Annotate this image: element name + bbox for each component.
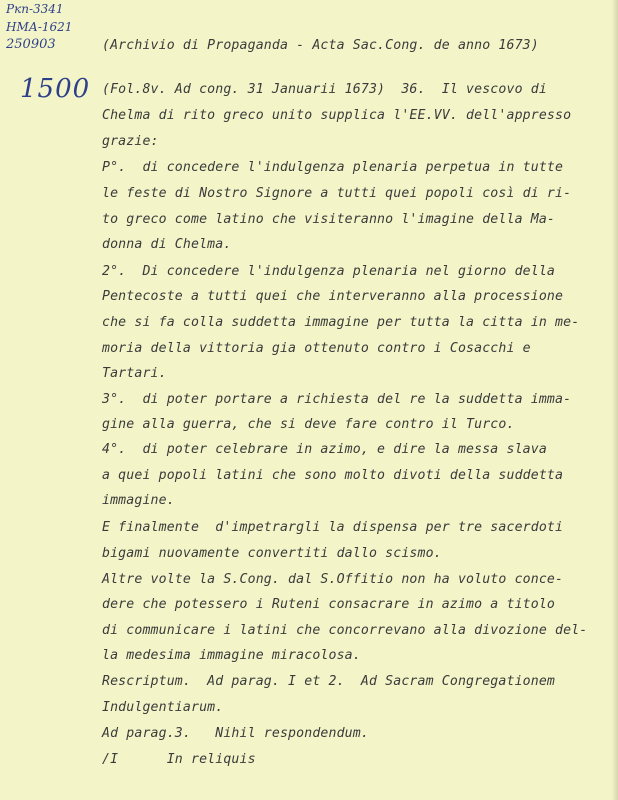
text-line: 4°. di poter celebrare in azimo, e dire la messa slava bbox=[102, 442, 547, 457]
text-line: Chelma di rito greco unito supplica l'EE.VV. dell'appresso bbox=[102, 108, 572, 123]
text-line: bigami nuovamente convertiti dallo scismo. bbox=[102, 546, 442, 561]
text-line: immagine. bbox=[102, 493, 175, 508]
page-edge-shadow bbox=[612, 0, 618, 800]
text-line: a quei popoli latini che sono molto divoti della suddetta bbox=[102, 468, 564, 483]
text-line: Pentecoste a tutti quei che interveranno alla processione bbox=[102, 289, 564, 304]
text-line: E finalmente d'impetrargli la dispensa per tre sacerdoti bbox=[102, 520, 564, 535]
text-line: la medesima immagine miracolosa. bbox=[102, 648, 361, 663]
text-line: 2°. Di concedere l'indulgenza plenaria nel giorno della bbox=[102, 264, 556, 279]
text-line: donna di Chelma. bbox=[102, 237, 232, 252]
text-line: grazie: bbox=[102, 134, 159, 149]
text-line: Ad parag.3. Nihil respondendum. bbox=[102, 726, 369, 741]
text-line: Altre volte la S.Cong. dal S.Offitio non ha voluto conce- bbox=[102, 572, 564, 587]
handwritten-reference-3: 250903 bbox=[6, 37, 56, 52]
text-line: (Fol.8v. Ad cong. 31 Januarii 1673) 36. Il vescovo di bbox=[102, 82, 547, 97]
text-line: /I In reliquis bbox=[102, 752, 256, 767]
text-line: Rescriptum. Ad parag. I et 2. Ad Sacram Congregationem bbox=[102, 674, 556, 689]
text-line: to greco come latino che visiteranno l'imagine della Ma- bbox=[102, 212, 556, 227]
text-line: dere che potessero i Ruteni consacrare in azimo a titolo bbox=[102, 597, 556, 612]
handwritten-reference-2: НМА-1621 bbox=[6, 20, 73, 34]
handwritten-number: 1500 bbox=[20, 74, 91, 104]
text-line: 3°. di poter portare a richiesta del re la suddetta imma- bbox=[102, 392, 572, 407]
archive-header: (Archivio di Propaganda - Acta Sac.Cong. de anno 1673) bbox=[102, 38, 539, 53]
text-line: gine alla guerra, che si deve fare contro il Turco. bbox=[102, 417, 515, 432]
handwritten-reference-1: Ркп-3341 bbox=[6, 2, 64, 16]
text-line: le feste di Nostro Signore a tutti quei popoli così di ri- bbox=[102, 186, 572, 201]
text-line: moria della vittoria gia ottenuto contro i Cosacchi e bbox=[102, 341, 531, 356]
text-line: Tartari. bbox=[102, 366, 167, 381]
text-line: Indulgentiarum. bbox=[102, 700, 224, 715]
text-line: P°. di concedere l'indulgenza plenaria perpetua in tutte bbox=[102, 160, 564, 175]
text-line: di communicare i latini che concorrevano alla divozione del- bbox=[102, 623, 588, 638]
text-line: che si fa colla suddetta immagine per tutta la citta in me- bbox=[102, 315, 580, 330]
